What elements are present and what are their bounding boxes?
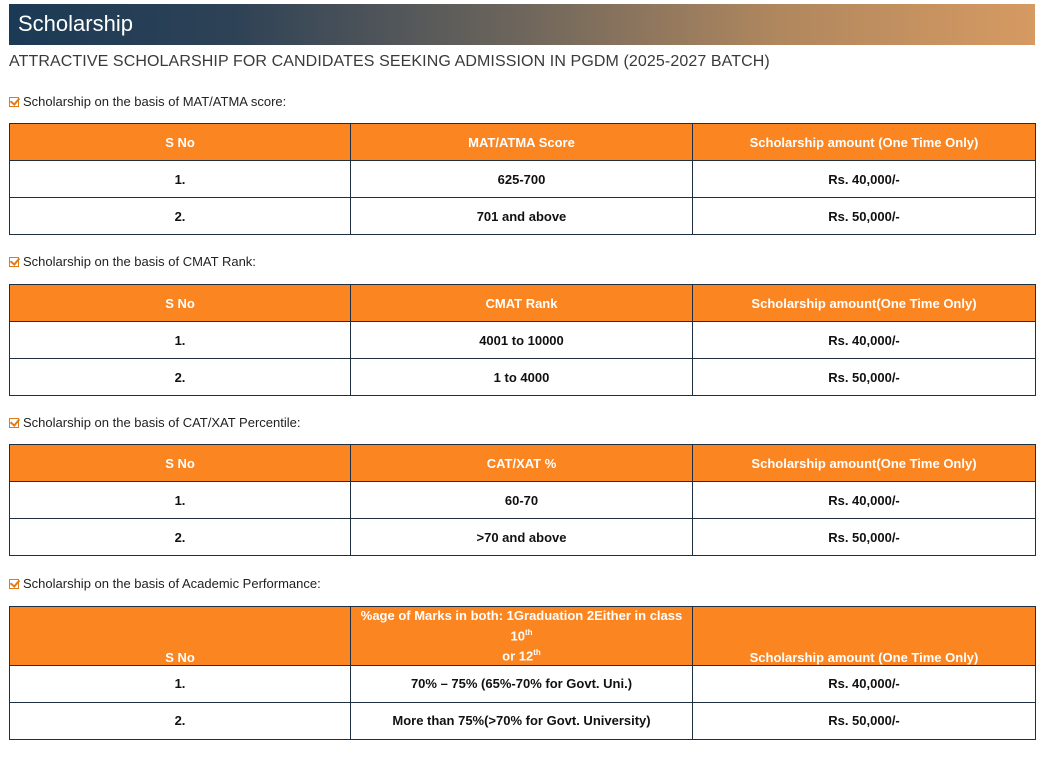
- table-row: [10, 519, 1036, 556]
- table-cell: 4001 to 10000: [351, 322, 693, 359]
- table-row: [10, 665, 1036, 702]
- mat-scholarship-table: [9, 123, 1036, 235]
- table-cell: 625-700: [351, 161, 693, 198]
- header-cell: S No: [10, 607, 351, 666]
- table-header-row: [10, 445, 1036, 482]
- table-cell: Rs. 40,000/-: [693, 665, 1036, 702]
- checkbox-checked-icon: [9, 257, 19, 267]
- section-label-text: Scholarship on the basis of MAT/ATMA score:: [23, 94, 287, 109]
- table-cell: Rs. 50,000/-: [693, 198, 1036, 235]
- section-label-cat-xat: [9, 415, 300, 430]
- header-cell: S No: [10, 124, 351, 161]
- page-title: Scholarship: [18, 11, 133, 36]
- academic-scholarship-table: [9, 606, 1036, 740]
- table-row: [10, 198, 1036, 235]
- table-row: [10, 322, 1036, 359]
- table-row: [10, 482, 1036, 519]
- header-cell: MAT/ATMA Score: [351, 124, 693, 161]
- table-cell: 1.: [10, 322, 351, 359]
- table-cell: 1.: [10, 665, 351, 702]
- table-row: [10, 702, 1036, 739]
- checkbox-checked-icon: [9, 579, 19, 589]
- table-cell: 2.: [10, 198, 351, 235]
- superscript: th: [533, 648, 541, 658]
- table-header-row: [10, 607, 1036, 666]
- table-cell: 2.: [10, 519, 351, 556]
- headline: ATTRACTIVE SCHOLARSHIP FOR CANDIDATES SEEKING ADMISSION IN PGDM (2025-2027 BATCH): [9, 53, 770, 70]
- section-label-mat: [9, 94, 286, 109]
- marks-criteria-text: or 12: [502, 648, 534, 664]
- section-label-cmat: [9, 254, 256, 269]
- checkbox-checked-icon: [9, 97, 19, 107]
- table-cell: 1.: [10, 161, 351, 198]
- header-cell: Scholarship amount (One Time Only): [693, 607, 1036, 666]
- table-row: [10, 359, 1036, 396]
- table-cell: Rs. 50,000/-: [693, 702, 1036, 739]
- cmat-scholarship-table: [9, 284, 1036, 396]
- table-cell: 701 and above: [351, 198, 693, 235]
- table-cell: 2.: [10, 359, 351, 396]
- marks-criteria-text: %age of Marks in both: 1Graduation 2Either in class 10: [360, 608, 683, 644]
- header-cell: CAT/XAT %: [351, 445, 693, 482]
- header-cell: Scholarship amount (One Time Only): [693, 124, 1036, 161]
- header-cell: S No: [10, 445, 351, 482]
- table-header-row: [10, 285, 1036, 322]
- section-label-text: Scholarship on the basis of Academic Performance:: [23, 576, 321, 591]
- table-cell: Rs. 40,000/-: [693, 322, 1036, 359]
- table-cell: 1.: [10, 482, 351, 519]
- page-banner: [9, 4, 1035, 45]
- header-cell: S No: [10, 285, 351, 322]
- header-cell-marks-criteria: [351, 607, 693, 666]
- cat-xat-scholarship-table: [9, 444, 1036, 556]
- table-cell: Rs. 40,000/-: [693, 482, 1036, 519]
- table-row: [10, 161, 1036, 198]
- table-cell: Rs. 40,000/-: [693, 161, 1036, 198]
- table-cell: 60-70: [351, 482, 693, 519]
- header-cell: Scholarship amount(One Time Only): [693, 445, 1036, 482]
- table-cell: Rs. 50,000/-: [693, 359, 1036, 396]
- table-cell: 2.: [10, 702, 351, 739]
- section-label-text: Scholarship on the basis of CMAT Rank:: [23, 254, 256, 269]
- table-header-row: [10, 124, 1036, 161]
- header-cell: Scholarship amount(One Time Only): [693, 285, 1036, 322]
- table-cell: >70 and above: [351, 519, 693, 556]
- superscript: th: [524, 628, 533, 637]
- table-cell: 70% – 75% (65%-70% for Govt. Uni.): [351, 665, 693, 702]
- section-label-academic: [9, 576, 321, 591]
- table-cell: More than 75%(>70% for Govt. University): [351, 702, 693, 739]
- section-label-text: Scholarship on the basis of CAT/XAT Percentile:: [23, 415, 301, 430]
- header-cell: CMAT Rank: [351, 285, 693, 322]
- table-cell: Rs. 50,000/-: [693, 519, 1036, 556]
- checkbox-checked-icon: [9, 418, 19, 428]
- table-cell: 1 to 4000: [351, 359, 693, 396]
